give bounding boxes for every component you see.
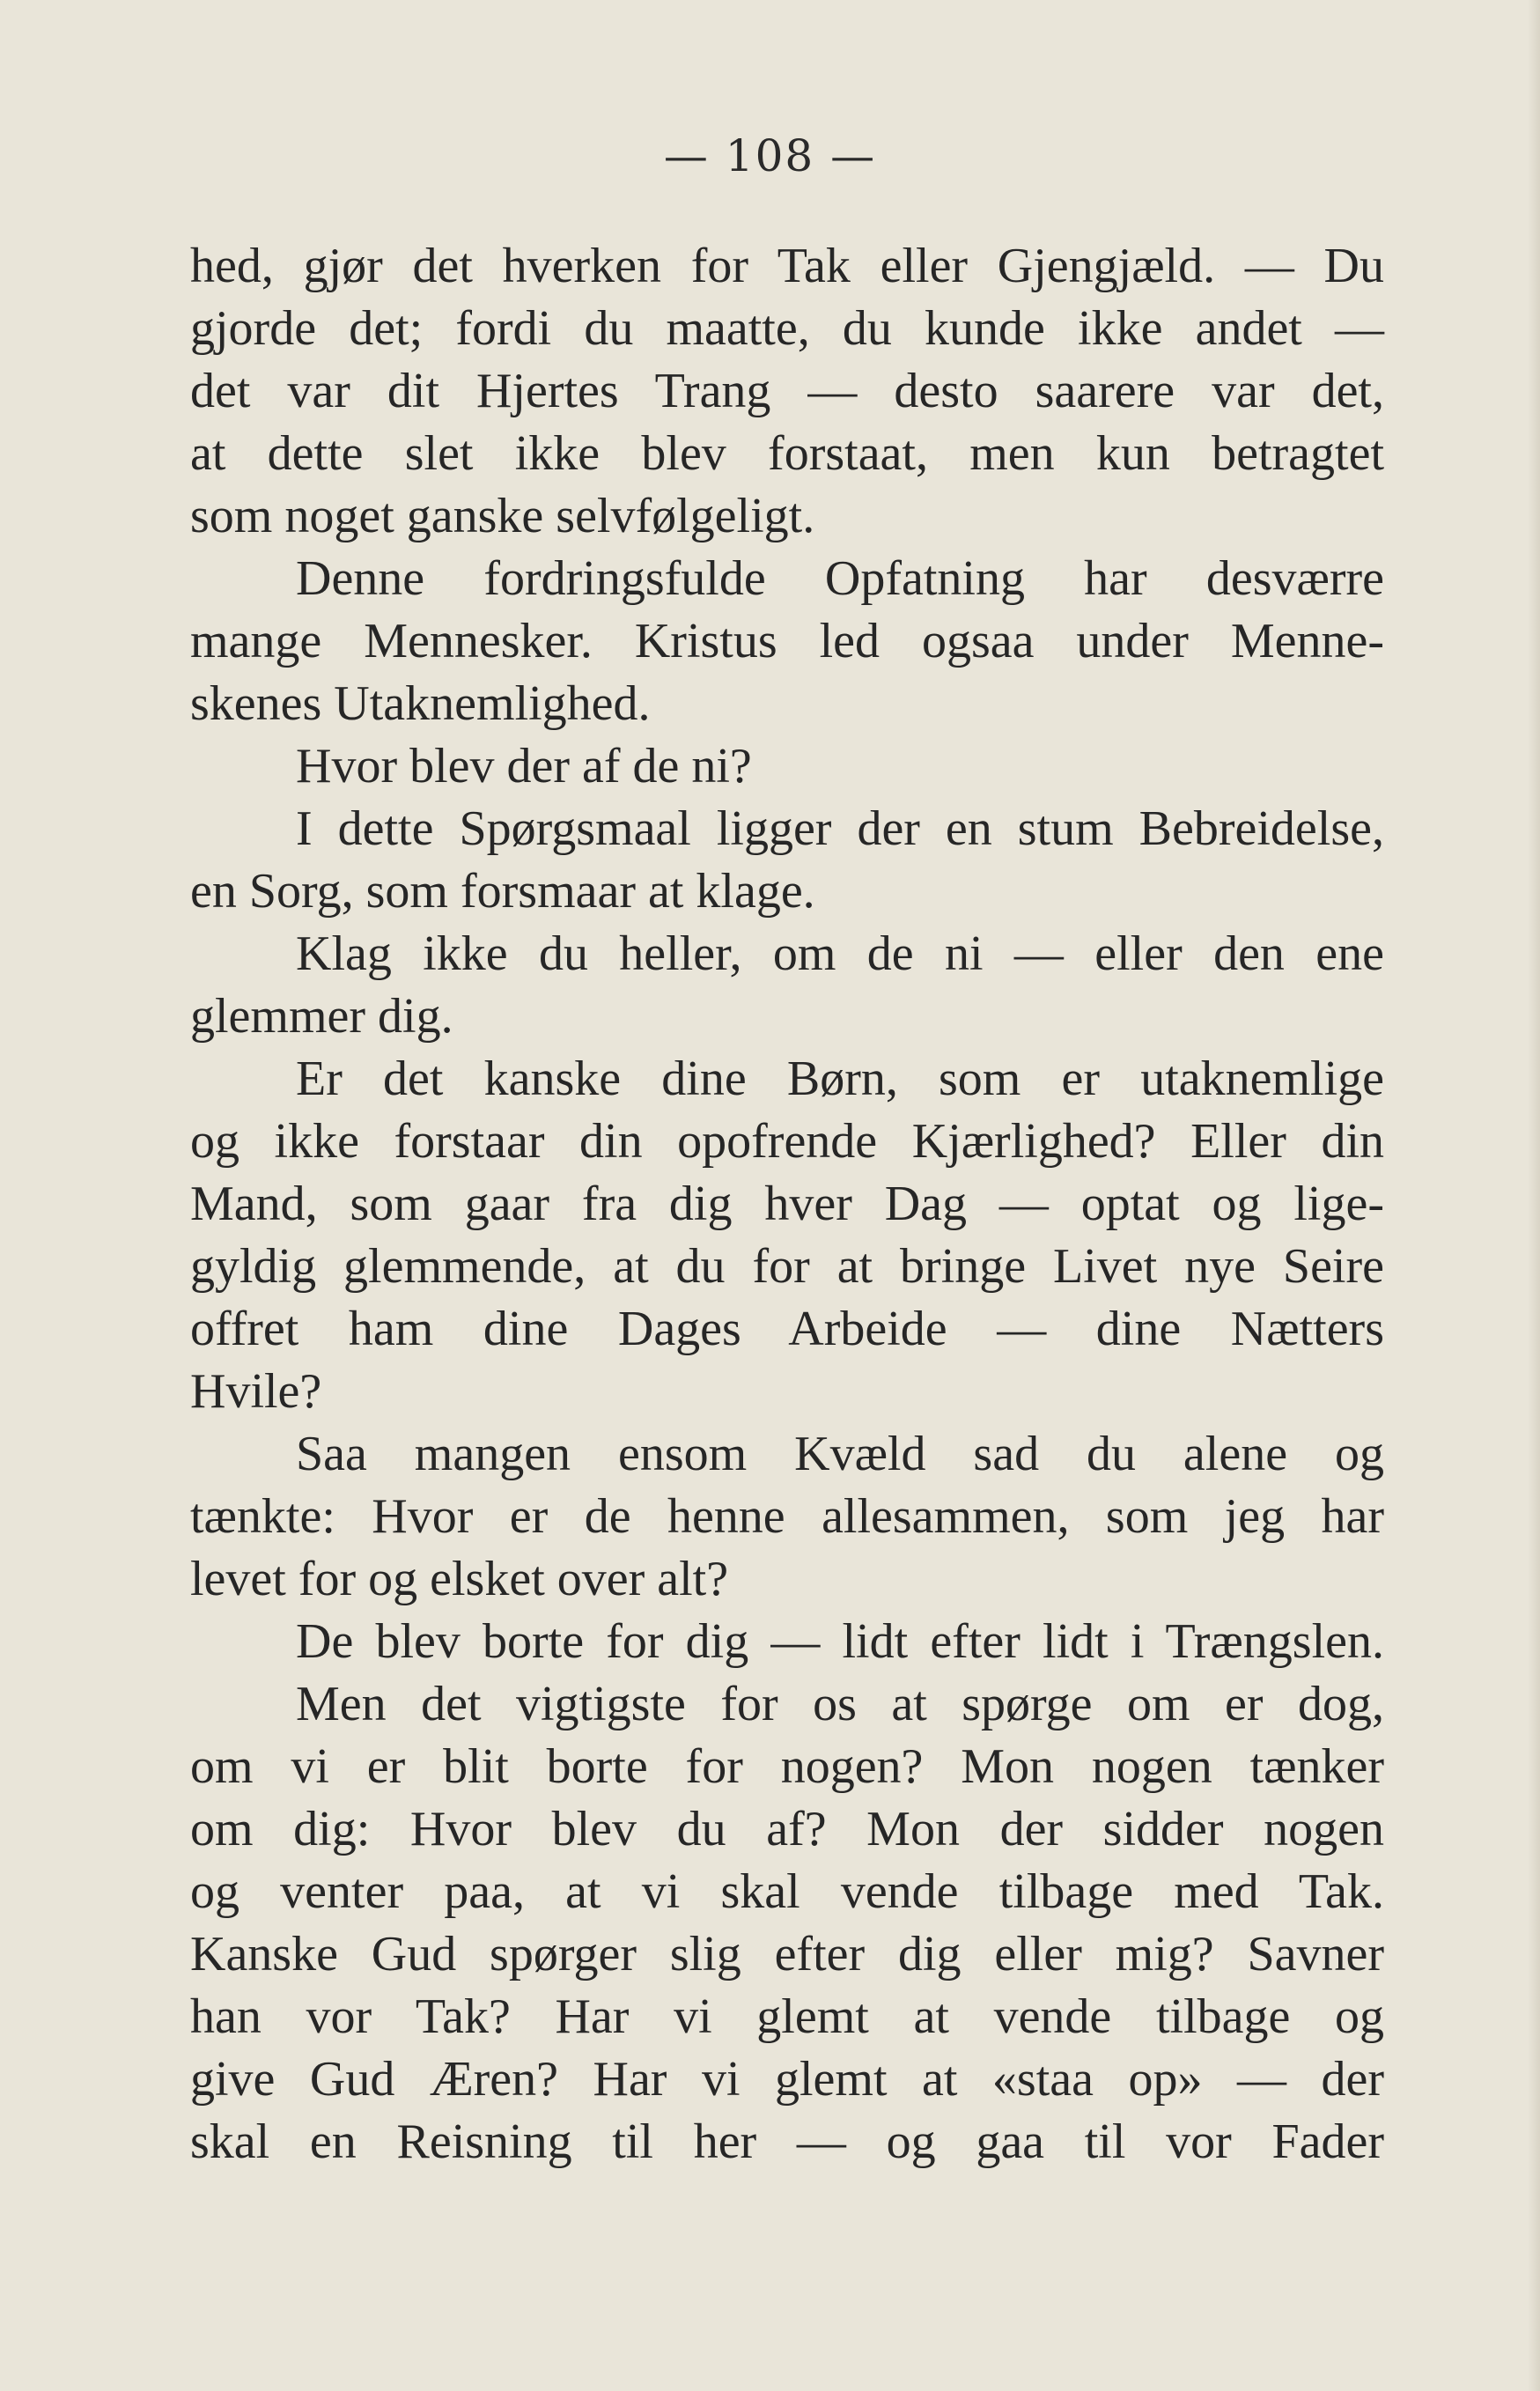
text-line: Kanske Gud spørger slig efter dig eller mig? Savner: [190, 1927, 1384, 1981]
text-line: gyldig glemmende, at du for at bringe Livet nye Seire: [190, 1239, 1384, 1294]
text-line: det var dit Hjertes Trang — desto saarere var det,: [190, 364, 1384, 418]
text-line: Hvor blev der af de ni?: [296, 739, 752, 793]
text-line: glemmer dig.: [190, 989, 453, 1044]
text-line: Men det vigtigste for os at spørge om er dog,: [296, 1677, 1384, 1731]
text-line: give Gud Æren? Har vi glemt at «staa op» — der: [190, 2052, 1384, 2107]
body-text: [190, 235, 1384, 2173]
text-line: Klag ikke du heller, om de ni — eller den ene: [296, 926, 1384, 981]
text-line: Er det kanske dine Børn, som er utaknemlige: [296, 1052, 1384, 1106]
text-line: han vor Tak? Har vi glemt at vende tilbage og: [190, 1989, 1384, 2044]
text-line: om dig: Hvor blev du af? Mon der sidder nogen: [190, 1802, 1384, 1856]
text-line: hed, gjør det hverken for Tak eller Gjengjæld. — Du: [190, 239, 1384, 293]
text-line: De blev borte for dig — lidt efter lidt i Trængslen.: [296, 1614, 1384, 1669]
text-line: og ikke forstaar din opofrende Kjærlighed? Eller din: [190, 1114, 1384, 1169]
text-line: offret ham dine Dages Arbeide — dine Nætters: [190, 1302, 1384, 1356]
text-line: levet for og elsket over alt?: [190, 1552, 729, 1606]
text-line: skenes Utaknemlighed.: [190, 676, 651, 731]
text-line: gjorde det; fordi du maatte, du kunde ikke andet —: [190, 301, 1384, 356]
text-line: Mand, som gaar fra dig hver Dag — optat og lige-: [190, 1177, 1384, 1231]
text-line: tænkte: Hvor er de henne allesammen, som jeg har: [190, 1489, 1384, 1544]
text-line: Saa mangen ensom Kvæld sad du alene og: [296, 1427, 1384, 1481]
text-line: og venter paa, at vi skal vende tilbage med Tak.: [190, 1864, 1384, 1919]
page-number: — 108 —: [663, 130, 877, 181]
text-line: mange Mennesker. Kristus led ogsaa under Menne-: [190, 614, 1384, 668]
text-line: om vi er blit borte for nogen? Mon nogen tænker: [190, 1739, 1384, 1794]
text-line: Denne fordringsfulde Opfatning har desværre: [296, 551, 1384, 606]
text-line: I dette Spørgsmaal ligger der en stum Bebreidelse,: [296, 801, 1384, 856]
text-line: Hvile?: [190, 1364, 322, 1419]
text-line: en Sorg, som forsmaar at klage.: [190, 864, 815, 919]
text-line: skal en Reisning til her — og gaa til vor Fader: [190, 2114, 1384, 2169]
text-line: som noget ganske selvfølgeligt.: [190, 489, 815, 543]
text-line: at dette slet ikke blev forstaat, men kun betragtet: [190, 426, 1384, 481]
